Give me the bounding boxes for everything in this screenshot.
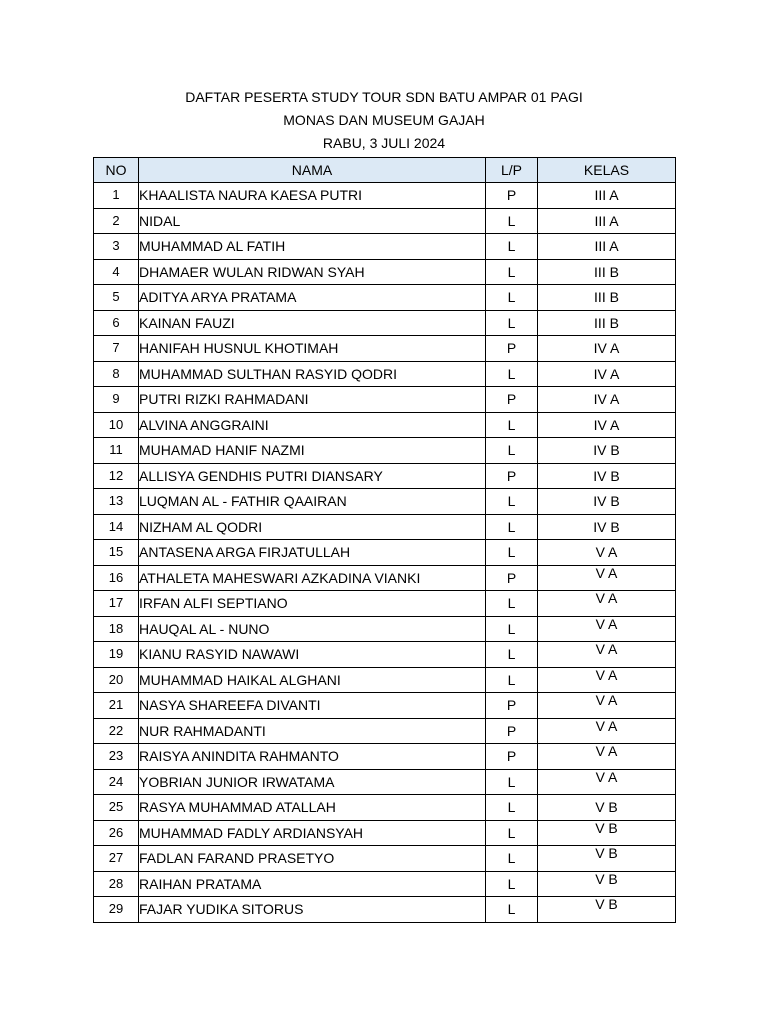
cell-lp: L [486, 234, 538, 260]
cell-kelas: IV B [538, 514, 676, 540]
cell-kelas: III B [538, 259, 676, 285]
cell-no: 5 [94, 285, 139, 311]
cell-nama: NIDAL [139, 208, 486, 234]
cell-nama: YOBRIAN JUNIOR IRWATAMA [139, 769, 486, 795]
cell-nama: DHAMAER WULAN RIDWAN SYAH [139, 259, 486, 285]
table-row [94, 667, 676, 693]
cell-kelas: III B [538, 310, 676, 336]
cell-kelas: V A [538, 744, 676, 770]
column-header-no: NO [94, 158, 139, 183]
cell-nama: MUHAMMAD HAIKAL ALGHANI [139, 667, 486, 693]
cell-kelas: V A [538, 642, 676, 668]
cell-lp: L [486, 208, 538, 234]
cell-nama: ATHALETA MAHESWARI AZKADINA VIANKI [139, 565, 486, 591]
cell-lp: L [486, 820, 538, 846]
cell-nama: MUHAMMAD SULTHAN RASYID QODRI [139, 361, 486, 387]
cell-nama: MUHAMMAD FADLY ARDIANSYAH [139, 820, 486, 846]
cell-kelas: V A [538, 616, 676, 642]
table-row [94, 744, 676, 770]
cell-kelas: IV A [538, 361, 676, 387]
table-row [94, 769, 676, 795]
cell-nama: IRFAN ALFI SEPTIANO [139, 591, 486, 617]
cell-no: 27 [94, 846, 139, 872]
cell-nama: LUQMAN AL - FATHIR QAAIRAN [139, 489, 486, 515]
cell-no: 24 [94, 769, 139, 795]
cell-kelas: V B [538, 820, 676, 846]
cell-kelas: V A [538, 693, 676, 719]
cell-lp: L [486, 897, 538, 923]
cell-nama: PUTRI RIZKI RAHMADANI [139, 387, 486, 413]
cell-kelas: V A [538, 667, 676, 693]
column-header-nama: NAMA [139, 158, 486, 183]
cell-lp: L [486, 667, 538, 693]
cell-no: 8 [94, 361, 139, 387]
cell-no: 3 [94, 234, 139, 260]
cell-lp: L [486, 489, 538, 515]
table-row [94, 514, 676, 540]
cell-lp: L [486, 259, 538, 285]
cell-kelas: V A [538, 718, 676, 744]
cell-kelas: IV B [538, 489, 676, 515]
cell-lp: L [486, 769, 538, 795]
table-row [94, 591, 676, 617]
cell-nama: FADLAN FARAND PRASETYO [139, 846, 486, 872]
table-row [94, 897, 676, 923]
cell-nama: RAISYA ANINDITA RAHMANTO [139, 744, 486, 770]
cell-lp: P [486, 463, 538, 489]
cell-lp: L [486, 412, 538, 438]
document-title [0, 86, 768, 155]
title-line-3: RABU, 3 JULI 2024 [322, 135, 446, 151]
table-row [94, 259, 676, 285]
cell-kelas: V B [538, 846, 676, 872]
table-row [94, 438, 676, 464]
cell-nama: MUHAMAD HANIF NAZMI [139, 438, 486, 464]
cell-no: 14 [94, 514, 139, 540]
table-row [94, 693, 676, 719]
table-row [94, 846, 676, 872]
cell-lp: L [486, 846, 538, 872]
table-row [94, 463, 676, 489]
cell-no: 6 [94, 310, 139, 336]
table-row [94, 234, 676, 260]
cell-lp: P [486, 336, 538, 362]
cell-kelas: III A [538, 183, 676, 209]
cell-lp: L [486, 642, 538, 668]
cell-nama: ANTASENA ARGA FIRJATULLAH [139, 540, 486, 566]
table-row [94, 489, 676, 515]
table-row [94, 795, 676, 821]
cell-no: 17 [94, 591, 139, 617]
cell-kelas: IV A [538, 412, 676, 438]
cell-nama: RAIHAN PRATAMA [139, 871, 486, 897]
cell-nama: NASYA SHAREEFA DIVANTI [139, 693, 486, 719]
cell-lp: L [486, 285, 538, 311]
cell-no: 25 [94, 795, 139, 821]
cell-nama: FAJAR YUDIKA SITORUS [139, 897, 486, 923]
cell-kelas: IV A [538, 387, 676, 413]
table-row [94, 540, 676, 566]
table-header-row [94, 158, 676, 183]
cell-nama: ALLISYA GENDHIS PUTRI DIANSARY [139, 463, 486, 489]
cell-lp: P [486, 565, 538, 591]
cell-lp: P [486, 387, 538, 413]
cell-nama: NIZHAM AL QODRI [139, 514, 486, 540]
cell-no: 22 [94, 718, 139, 744]
table-row [94, 616, 676, 642]
table-row [94, 208, 676, 234]
cell-lp: P [486, 183, 538, 209]
cell-lp: L [486, 591, 538, 617]
cell-nama: KHAALISTA NAURA KAESA PUTRI [139, 183, 486, 209]
cell-no: 16 [94, 565, 139, 591]
cell-lp: P [486, 718, 538, 744]
title-line-2: MONAS DAN MUSEUM GAJAH [283, 112, 485, 128]
cell-nama: ALVINA ANGGRAINI [139, 412, 486, 438]
cell-no: 29 [94, 897, 139, 923]
cell-no: 9 [94, 387, 139, 413]
cell-lp: L [486, 795, 538, 821]
cell-nama: KAINAN FAUZI [139, 310, 486, 336]
cell-no: 21 [94, 693, 139, 719]
title-line-1: DAFTAR PESERTA STUDY TOUR SDN BATU AMPAR 01 PAGI [185, 89, 583, 105]
column-header-kelas: KELAS [538, 158, 676, 183]
table-body [94, 183, 676, 923]
cell-lp: L [486, 310, 538, 336]
cell-kelas: V B [538, 897, 676, 923]
table-row [94, 718, 676, 744]
cell-lp: P [486, 744, 538, 770]
cell-nama: HANIFAH HUSNUL KHOTIMAH [139, 336, 486, 362]
cell-lp: L [486, 871, 538, 897]
cell-kelas: III A [538, 234, 676, 260]
cell-kelas: V B [538, 871, 676, 897]
participant-table [93, 157, 676, 923]
table-row [94, 310, 676, 336]
cell-nama: NUR RAHMADANTI [139, 718, 486, 744]
table-row [94, 565, 676, 591]
table-row [94, 336, 676, 362]
cell-lp: L [486, 361, 538, 387]
cell-no: 2 [94, 208, 139, 234]
cell-nama: HAUQAL AL - NUNO [139, 616, 486, 642]
cell-nama: MUHAMMAD AL FATIH [139, 234, 486, 260]
cell-nama: KIANU RASYID NAWAWI [139, 642, 486, 668]
cell-kelas: III A [538, 208, 676, 234]
table-row [94, 387, 676, 413]
cell-kelas: V A [538, 591, 676, 617]
cell-kelas: IV B [538, 463, 676, 489]
table-row [94, 820, 676, 846]
cell-kelas: IV A [538, 336, 676, 362]
cell-no: 28 [94, 871, 139, 897]
cell-kelas: III B [538, 285, 676, 311]
cell-lp: L [486, 616, 538, 642]
cell-no: 4 [94, 259, 139, 285]
cell-no: 11 [94, 438, 139, 464]
cell-nama: RASYA MUHAMMAD ATALLAH [139, 795, 486, 821]
cell-no: 26 [94, 820, 139, 846]
table-row [94, 642, 676, 668]
cell-no: 12 [94, 463, 139, 489]
cell-no: 15 [94, 540, 139, 566]
cell-kelas: V A [538, 540, 676, 566]
cell-no: 7 [94, 336, 139, 362]
cell-lp: L [486, 514, 538, 540]
table-row [94, 285, 676, 311]
cell-lp: L [486, 540, 538, 566]
cell-nama: ADITYA ARYA PRATAMA [139, 285, 486, 311]
table-row [94, 412, 676, 438]
cell-kelas: V A [538, 565, 676, 591]
table-row [94, 183, 676, 209]
cell-kelas: V A [538, 769, 676, 795]
table-row [94, 871, 676, 897]
cell-kelas: V B [538, 795, 676, 821]
column-header-lp: L/P [486, 158, 538, 183]
cell-no: 10 [94, 412, 139, 438]
cell-lp: L [486, 438, 538, 464]
table-row [94, 361, 676, 387]
cell-kelas: IV B [538, 438, 676, 464]
cell-no: 1 [94, 183, 139, 209]
cell-no: 23 [94, 744, 139, 770]
cell-lp: P [486, 693, 538, 719]
cell-no: 19 [94, 642, 139, 668]
cell-no: 18 [94, 616, 139, 642]
cell-no: 20 [94, 667, 139, 693]
cell-no: 13 [94, 489, 139, 515]
